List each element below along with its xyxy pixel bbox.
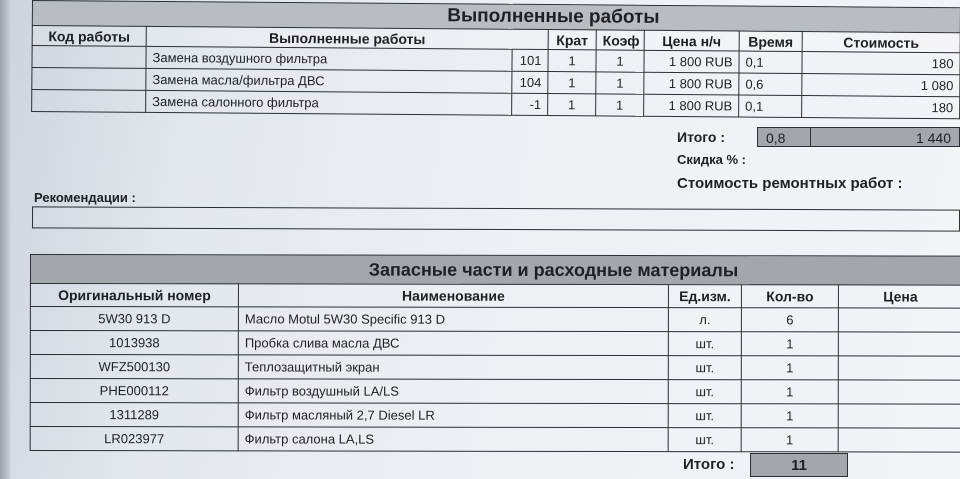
part-number: PHE000112: [30, 379, 238, 403]
part-unit: шт.: [668, 428, 741, 452]
work-num: 101: [512, 49, 548, 71]
work-code: [32, 68, 146, 91]
part-unit: л.: [668, 308, 741, 332]
part-qty: 1: [741, 356, 838, 380]
work-cost: 180: [802, 52, 960, 75]
col-price: Цена: [838, 285, 960, 308]
work-koef: 1: [596, 94, 644, 116]
col-work: Выполненные работы: [146, 26, 548, 49]
repair-cost-label: Стоимость ремонтных работ :: [677, 175, 903, 192]
parts-total-label: Итого :: [683, 456, 735, 473]
recommendations-box: [32, 206, 960, 231]
works-total-cost: 1 440: [810, 127, 960, 147]
work-time: 0,1: [739, 95, 802, 117]
part-number: 1013938: [30, 331, 238, 355]
part-name: Пробка слива масла ДВС: [238, 331, 668, 356]
work-koef: 1: [596, 50, 644, 72]
part-qty: 1: [741, 428, 838, 452]
work-krat: 1: [548, 50, 596, 72]
col-unit: Ед.изм.: [668, 285, 741, 308]
table-row: [30, 307, 960, 333]
parts-title: Запасные части и расходные материалы: [30, 255, 960, 286]
part-name: Масло Motul 5W30 Specific 913 D: [238, 307, 668, 332]
part-qty: 6: [741, 308, 838, 332]
work-price: 1 800 RUB: [644, 72, 739, 95]
col-time: Время: [739, 31, 802, 51]
part-unit: шт.: [668, 380, 741, 404]
work-num: 104: [512, 71, 548, 93]
part-price: [838, 428, 960, 452]
part-number: WFZ500130: [30, 355, 238, 379]
part-unit: шт.: [668, 356, 741, 380]
part-price: [838, 308, 960, 332]
part-qty: 1: [741, 404, 838, 428]
work-name: Замена салонного фильтра: [146, 90, 512, 115]
works-table: [31, 0, 960, 119]
work-code: [32, 90, 146, 113]
parts-total-qty: 11: [750, 453, 848, 477]
works-title: Выполненные работы: [32, 1, 960, 33]
parts-header-row: [30, 284, 960, 309]
col-qty: Кол-во: [741, 285, 838, 308]
col-code: Код работы: [32, 26, 146, 47]
part-name: Фильтр салона LA,LS: [238, 427, 668, 452]
work-time: 0,6: [739, 73, 802, 95]
table-row: [30, 331, 960, 357]
col-krat: Крат: [548, 30, 596, 50]
work-koef: 1: [596, 72, 644, 94]
part-price: [838, 404, 960, 428]
part-name: Фильтр воздушный LA/LS: [238, 379, 668, 404]
part-number: LR023977: [30, 427, 238, 451]
table-row: [30, 379, 960, 405]
part-number: 5W30 913 D: [30, 307, 238, 331]
work-krat: 1: [548, 72, 596, 94]
col-price: Цена н/ч: [644, 30, 739, 51]
table-row: [30, 427, 960, 453]
recommendations-label: Рекомендации :: [34, 190, 136, 205]
work-krat: 1: [548, 94, 596, 116]
part-name: Теплозащитный экран: [238, 355, 668, 380]
part-price: [838, 356, 960, 380]
part-name: Фильтр масляный 2,7 Diesel LR: [238, 403, 668, 428]
table-row: [30, 403, 960, 429]
work-price: 1 800 RUB: [644, 94, 739, 117]
paper-edge: [0, 0, 10, 479]
work-time: 0,1: [739, 51, 802, 73]
part-qty: 1: [741, 380, 838, 404]
part-price: [838, 332, 960, 356]
part-number: 1311289: [30, 403, 238, 427]
works-total-label: Итого :: [677, 129, 726, 145]
discount-label: Скидка % :: [677, 152, 746, 167]
col-cost: Стоимость: [802, 32, 960, 53]
work-cost: 1 080: [802, 74, 960, 97]
col-koef: Коэф: [596, 30, 644, 50]
part-unit: шт.: [668, 404, 741, 428]
work-name: Замена воздушного фильтра: [146, 46, 512, 71]
work-code: [32, 46, 146, 69]
col-orig-number: Оригинальный номер: [30, 284, 238, 307]
works-total-time: 0,8: [757, 127, 811, 147]
table-row: [30, 355, 960, 381]
col-name: Наименование: [238, 284, 668, 308]
work-num: -1: [512, 93, 548, 115]
part-price: [838, 380, 960, 404]
work-cost: 180: [802, 96, 960, 119]
work-price: 1 800 RUB: [644, 50, 739, 73]
parts-table: [30, 254, 960, 453]
work-name: Замена масла/фильтра ДВС: [146, 68, 512, 93]
part-qty: 1: [741, 332, 838, 356]
part-unit: шт.: [668, 332, 741, 356]
